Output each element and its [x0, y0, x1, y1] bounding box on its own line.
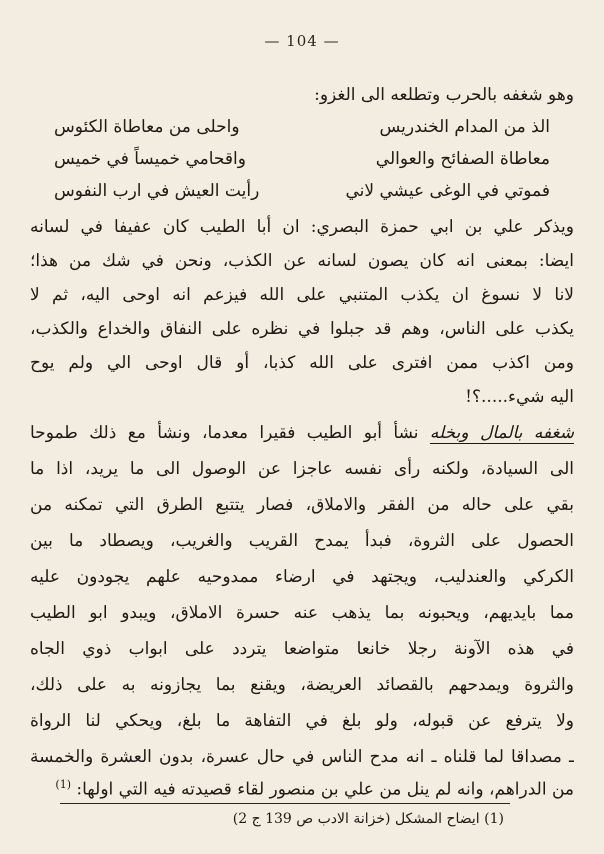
verse-line	[30, 112, 574, 146]
paragraph-line: مما بايديهم، ويحبونه بما يذهب عنه حسرة الاملاق، ويبدو ابو الطيب	[30, 603, 574, 623]
intro-line: وهو شغفه بالحرب وتطلعه الى الغزو:	[314, 85, 574, 105]
verse-second-hemistich: رأيت العيش في ارب النفوس	[54, 181, 260, 201]
verse-first-hemistich: الذ من المدام الخندريس	[379, 117, 550, 137]
paragraph-line: ولا يترفع عن قبوله، ولو بلغ في التفاهة ما بلغ، ويحكي لنا الرواة	[30, 711, 574, 731]
paragraph-line: والثروة ويمدحهم بالقصائد العريضة، ويقنع بما يجازونه به على ذلك،	[30, 675, 574, 695]
paragraph-line: ويذكر علي بن ابي حمزة البصري: ان أبا الطيب كان عفيفا في لسانه	[30, 217, 574, 237]
paragraph-line: لانا لا نسوغ ان يكذب المتنبي على الله فيزعم انه اوحى اليه، ثم لا	[30, 285, 574, 305]
footnote-marker: (1)	[55, 778, 71, 791]
verse-second-hemistich: واقحامي خميساً في خميس	[54, 149, 246, 169]
paragraph-line: ومن اكذب ممن افترى على الله كذبا، أو قال اوحى الي ولم يوح	[30, 353, 574, 373]
paragraph-line: الى السيادة، ولكنه رأى نفسه عاجزا عن الوصول الى ما يريد، اذا ما	[30, 459, 574, 479]
verse-first-hemistich: معاطاة الصفائح والعوالي	[375, 149, 550, 169]
footnote-rule	[60, 803, 510, 804]
page-number: — 104 —	[264, 32, 340, 50]
paragraph-line	[30, 416, 574, 450]
paragraph-line: بقي على حاله من الفقر والاملاق، فصار يتتبع الطرق التي تمكنه من	[30, 495, 574, 515]
paragraph-line: الحصول على الثروة، فبدأ يمدح القريب والغريب، ويصطاد ما بين	[30, 531, 574, 551]
paragraph-line: ـ مصداقا لما قلناه ـ انه مدح الناس في حال عسرة، بدون العشرة والخمسة	[30, 747, 574, 767]
paragraph-line: الكركي والعندليب، ويجتهد في ارضاء ممدوحيه علهم يجودون عليه	[30, 567, 574, 587]
paragraph-line: يكذب على الناس، وهم قد جبلوا في نظره على النفاق والخداع والكذب،	[30, 319, 574, 339]
paragraph-line	[30, 768, 574, 802]
verse-line	[30, 176, 574, 210]
verse-second-hemistich: واحلى من معاطاة الكئوس	[54, 117, 240, 137]
paragraph-line: في هذه الآونة رجلا خانعا متواضعا يتردد على ابواب ذوي الجاه	[30, 639, 574, 659]
margin-gloss: شغفه بالمال وبخله	[429, 423, 574, 443]
paragraph-line: اليه شيء.....؟!	[465, 387, 574, 407]
verse-first-hemistich: فموتي في الوغى عيشي لاني	[345, 181, 550, 201]
footnote: (1) ايضاح المشكل (خزانة الادب ص 139 ج 2)	[232, 811, 504, 827]
paragraph-line: ايضا: بمعنى انه كان يصون لسانه عن الكذب، ونحن في شك من هذا؛	[30, 251, 574, 271]
paragraph-start: نشأ أبو الطيب فقيرا معدما، ونشأ مع ذلك طموحا	[30, 423, 419, 443]
last-line-text: من الدراهم، وانه لم ينل من علي بن منصور لقاء قصيدته فيه التي اولها:	[76, 779, 574, 800]
verse-line	[30, 144, 574, 178]
